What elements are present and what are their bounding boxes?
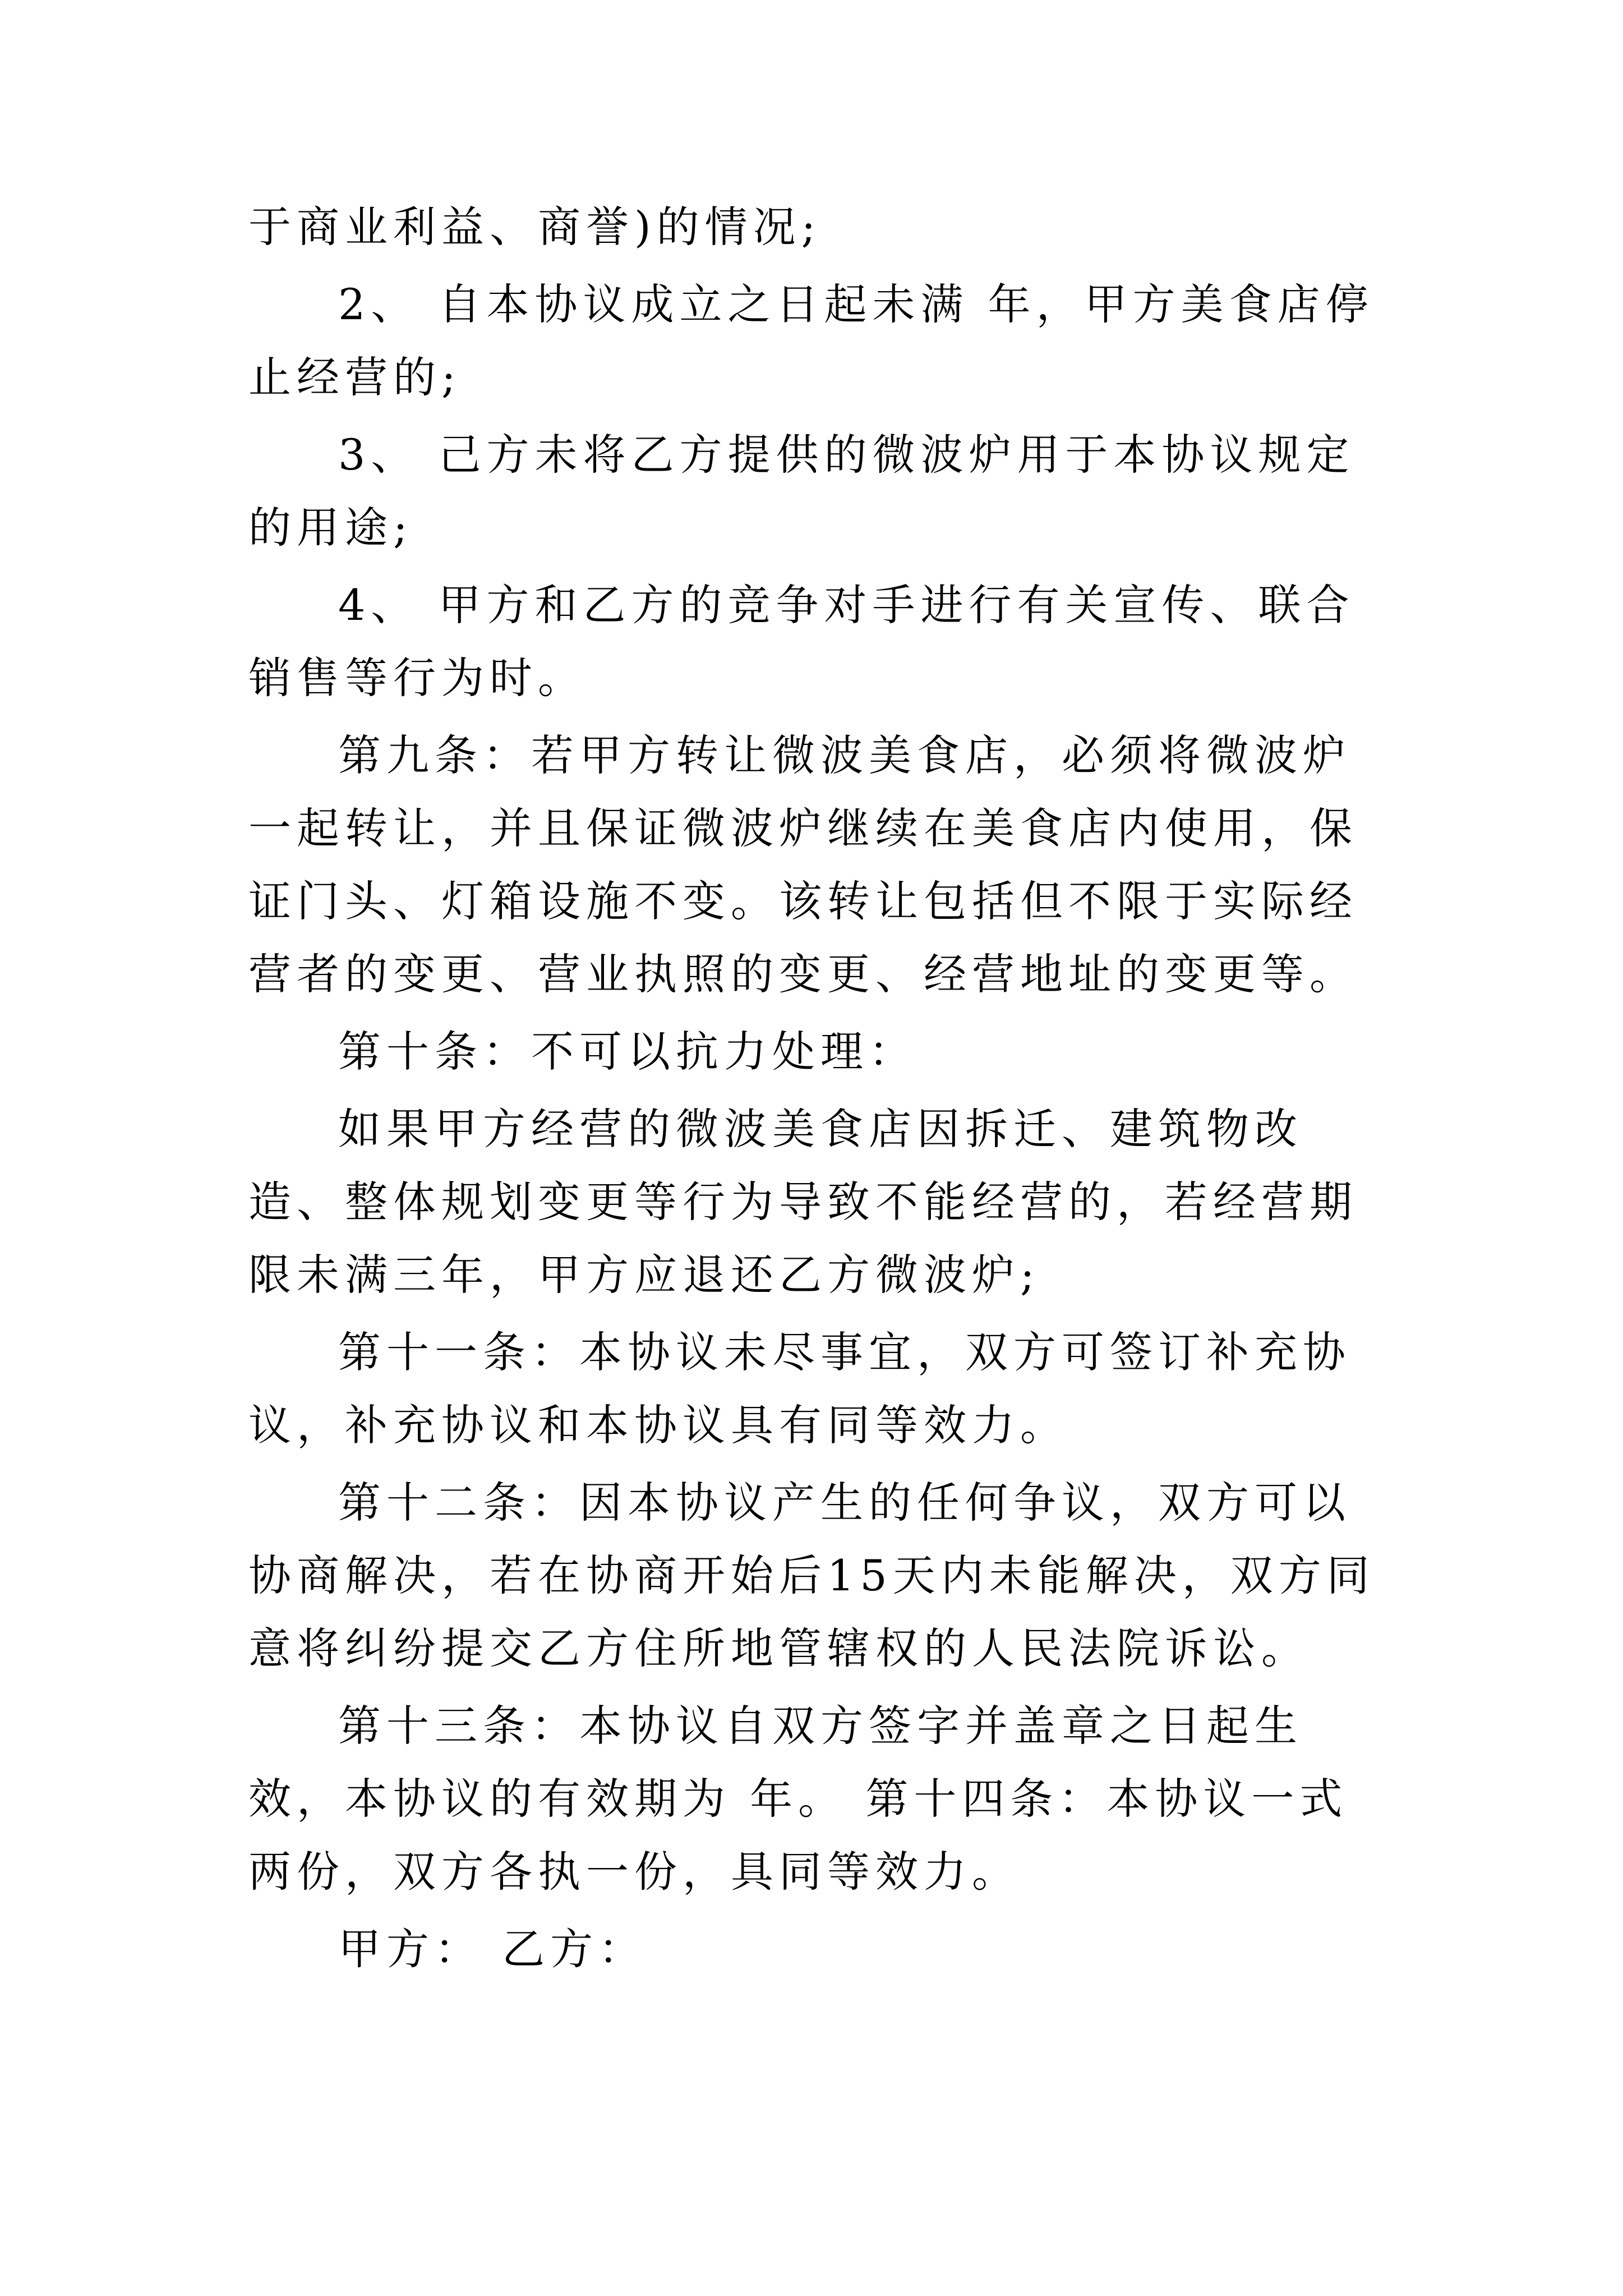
paragraph-force-majeure: 如果甲方经营的微波美食店因拆迁、建筑物改造、整体规划变更等行为导致不能经营的，若经营期限未满三年，甲方应退还乙方微波炉; (248, 1104, 1358, 1300)
document-body (248, 191, 1384, 1990)
paragraph-4: 4、 甲方和乙方的竞争对手进行有关宣传、联合销售等行为时。 (248, 580, 1355, 703)
paragraph-1: 于商业利益、商誉)的情况; (248, 202, 822, 252)
paragraph-article-9: 第九条：若甲方转让微波美食店，必须将微波炉一起转让，并且保证微波炉继续在美食店内使用，保证门头、灯箱设施不变。该转让包括但不限于实际经营者的变更、营业执照的变更、经营地址的变更等。 (248, 730, 1358, 999)
signature-line: 甲方： 乙方： (338, 1924, 647, 1974)
paragraph-article-13-14: 第十三条：本协议自双方签字并盖章之日起生效，本协议的有效期为 年。 第十四条：本协议一式两份，双方各执一份，具同等效力。 (248, 1701, 1348, 1897)
paragraph-article-11: 第十一条：本协议未尽事宜，双方可签订补充协议，补充协议和本协议具有同等效力。 (248, 1327, 1351, 1450)
paragraph-2: 2、 自本协议成立之日起未满 年，甲方美食店停止经营的; (248, 279, 1374, 402)
paragraph-3: 3、 己方未将乙方提供的微波炉用于本协议规定的用途; (248, 430, 1355, 553)
paragraph-article-10: 第十条：不可以抗力处理： (338, 1027, 917, 1076)
paragraph-article-12: 第十二条：因本协议产生的任何争议，双方可以协商解决，若在协商开始后15天内未能解决，双方同意将纠纷提交乙方住所地管辖权的人民法院诉讼。 (248, 1478, 1375, 1673)
